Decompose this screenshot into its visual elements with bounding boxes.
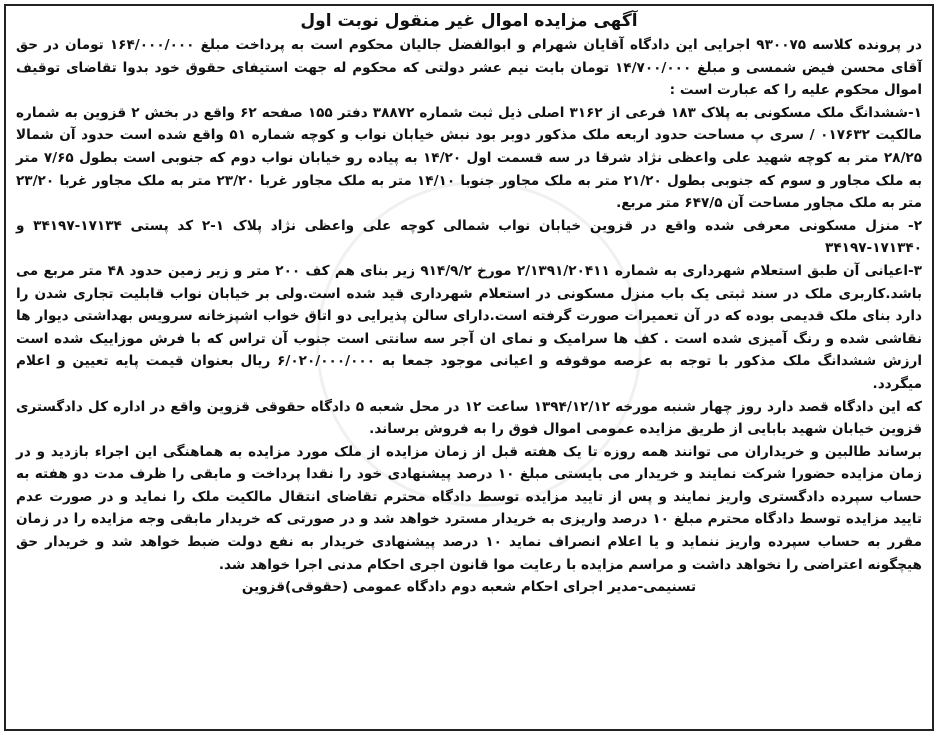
notice-paragraph-auction-date: که این دادگاه قصد دارد روز چهار شنبه مورخه ۱۳۹۴/۱۲/۱۲ ساعت ۱۲ در محل شعبه ۵ دادگاه حقوقی قزوین واقع در اداره کل دادگستری قزوین خیابان شهید بابایی از طریق مزایده عمومی اموال فوق را به فروش برساند. <box>16 398 922 438</box>
auction-notice <box>4 4 934 731</box>
notice-signature: تسنیمی-مدیر اجرای احکام شعبه دوم دادگاه عمومی (حقوقی)قزوین <box>241 579 697 596</box>
notice-title: آگهی مزایده اموال غیر منقول نوبت اول <box>300 11 638 31</box>
notice-paragraph-intro: در پرونده کلاسه ۹۳۰۰۷۵ اجرایی این دادگاه آقایان شهرام و ابوالفضل جالیان محکوم است به پرداخت مبلغ ۱۶۴/۰۰۰/۰۰۰ تومان در حق آقای محسن فیض شمسی و مبلغ ۱۴/۷۰۰/۰۰۰ تومان بابت نیم عشر دولتی که محکوم له جهت استیفای حقوق خود بدوا تقاضای توقیف اموال محکوم علیه را که عبارت است : <box>16 37 922 99</box>
notice-paragraph-building: ۳-اعیانی آن طبق استعلام شهرداری به شماره ۲/۱۳۹۱/۲۰۴۱۱ مورخ ۹۱۴/۹/۲ زیر بنای هم کف ۲۰۰ متر و زیر زمین حدود ۴۸ متر مربع می باشد.کاربری ملک در سند ثبتی یک باب منزل مسکونی در استعلام شهرداری قید شده است.ولی بر خیابان نواب قابلیت تجاری شدن را دارد بنای ملک قدیمی بوده که در آن تعمیرات صورت گرفته است.دارای سالن پذیرایی دو اتاق خواب اشپزخانه سرویس بهداشتی دیوار ها نقاشی شده و رنگ آمیزی شده است . کف ها سرامیک و نمای ان آجر سه سانتی است جنوب آن تراس که با فرش موزاییک شده است ارزش ششدانگ ملک مذکور با توجه به عرصه موقوفه و اعیانی موجود جمعا به ۶/۰۲۰/۰۰۰/۰۰۰ ریال بعنوان قیمت پایه تعیین و اعلام میگردد. <box>16 262 922 392</box>
notice-paragraph-property-1: ۱-ششدانگ ملک مسکونی به پلاک ۱۸۳ فرعی از ۳۱۶۲ اصلی ذیل ثبت شماره ۳۸۸۷۲ دفتر ۱۵۵ صفحه ۶۲ واقع در بخش ۲ قزوین به شماره مالکیت ۰۱۷۶۳۲ / سری پ مساحت حدود اربعه ملک مذکور دوبر بود نبش خیابان نواب و کوچه شماره ۵۱ واقع شده است حدود آن شمالا ۲۸/۲۵ متر به کوچه شهید علی واعظی نژاد شرقا در سه قسمت اول ۱۴/۲۰ به پیاده رو خیابان نواب دوم که جنوبی است بطول ۷/۶۵ متر به ملک مجاور و سوم که جنوبی بطول ۲۱/۲۰ متر به ملک مجاور جنوبا ۱۴/۱۰ متر به ملک مجاور غربا ۲۳/۲۰ متر به ملک مجاور غربا ۲۳/۲۰ متر به ملک مجاور مساحت آن ۶۴۷/۵ متر مربع. <box>16 104 922 212</box>
notice-paragraph-property-2: ۲- منزل مسکونی معرفی شده واقع در قزوین خیابان نواب شمالی کوچه علی واعظی نژاد پلاک ۱-۲ کد پستی ۱۷۱۳۴-۳۴۱۹۷ و ۱۷۱۳۴۰-۳۴۱۹۷ <box>16 217 922 257</box>
notice-paragraph-terms: برساند طالبین و خریداران می توانند همه روزه تا یک هفته قبل از زمان مزایده از ملک مورد مزایده به هماهنگی این اجراء بازدید و در زمان مزایده حضورا شرکت نمایند و خریدار می بایستی مبلغ ۱۰ درصد پیشنهادی خود را نقدا پرداخت و مابقی را ظرف مدت دو هفته به حساب سپرده دادگستری واریز نمایند و پس از تایید مزایده توسط دادگاه محترم تقاضای انتقال مالکیت ملک را نماید و در صورت عدم تایید مزایده توسط دادگاه محترم مبلغ ۱۰ درصد واریزی به خریدار مسترد خواهد شد و در صورتی که خریدار مابقی وجه مزایده را در زمان مقرر به حساب سپرده واریز ننماید و یا اعلام انصراف نماید ۱۰ درصد پیشنهادی خریدار به نفع دولت ضبط خواهد شد و خریدار حق هیچگونه اعتراضی را نخواهد داشت و مراسم مزایده با رعایت موا قانون اجری احکام مدنی اجرا خواهد شد. <box>16 443 922 573</box>
